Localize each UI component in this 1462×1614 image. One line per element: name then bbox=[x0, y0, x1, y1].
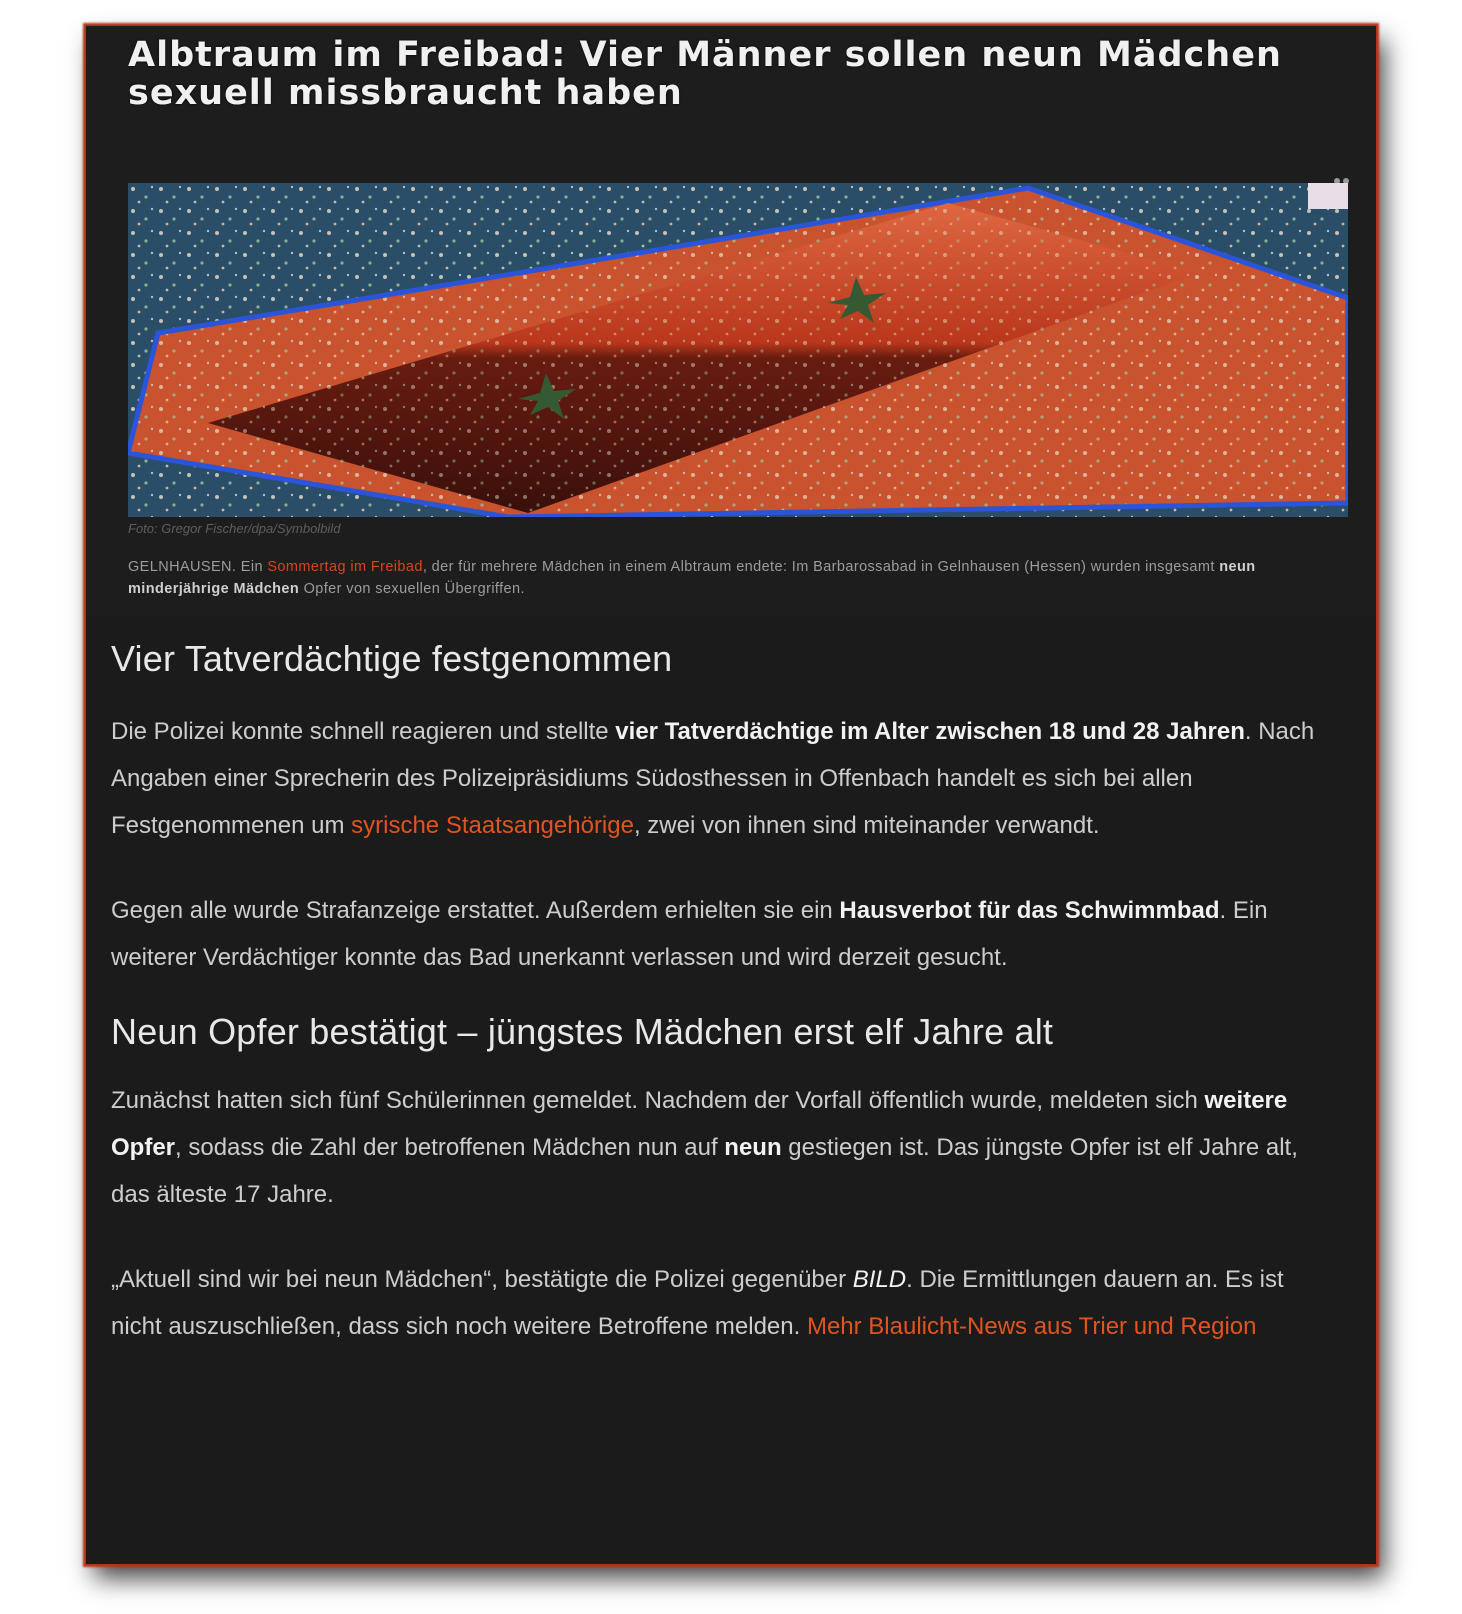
lead-text: GELNHAUSEN. Ein bbox=[128, 559, 268, 575]
paragraph-text: . Nach Angaben einer Sprecherin des Polizeipräsidiums Südosthessen in Offenbach handelt es sich bei allen Festgenommenen um bbox=[111, 718, 1315, 839]
lead-text: Opfer von sexuellen Übergriffen. bbox=[299, 581, 525, 597]
section-heading-tatverdaechtige: Vier Tatverdächtige festgenommen bbox=[111, 638, 673, 679]
paragraph-italic-text: BILD bbox=[852, 1266, 907, 1293]
paragraph-hausverbot bbox=[111, 887, 1341, 981]
article-body bbox=[111, 636, 1341, 1350]
paragraph-text: . Ein weiterer Verdächtiger konnte das Bad unerkannt verlassen und wird derzeit gesucht. bbox=[111, 897, 1268, 971]
paragraph-victims bbox=[111, 1077, 1341, 1218]
paragraph-text: Gegen alle wurde Strafanzeige erstattet. Außerdem erhielten sie ein bbox=[111, 897, 840, 924]
paragraph-bold-text: vier Tatverdächtige im Alter zwischen 18 und 28 Jahren bbox=[615, 718, 1245, 745]
paragraph-text: . Die Ermittlungen dauern an. Es ist nicht auszuschließen, dass sich noch weitere Betroffene melden. bbox=[111, 1266, 1284, 1340]
lead-text: , der für mehrere Mädchen in einem Albtraum endete: Im Barbarossabad in Gelnhausen (Hessen) wurden insgesamt bbox=[422, 559, 1220, 575]
paragraph-text: gestiegen ist. Das jüngste Opfer ist elf Jahre alt, das älteste 17 Jahre. bbox=[111, 1134, 1298, 1208]
article-photo bbox=[128, 183, 1348, 517]
paragraph-bold-text: weitere Opfer bbox=[111, 1087, 1288, 1161]
article-screenshot-frame bbox=[86, 26, 1376, 1564]
paragraph-bold-text: Hausverbot für das Schwimmbad bbox=[839, 897, 1220, 924]
paragraph-text: Zunächst hatten sich fünf Schülerinnen gemeldet. Nachdem der Vorfall öffentlich wurde, meldeten sich bbox=[111, 1087, 1205, 1114]
article-headline: Albtraum im Freibad: Vier Männer sollen neun Mädchen sexuell missbraucht haben bbox=[128, 35, 1282, 113]
section-heading-opfer: Neun Opfer bestätigt – jüngstes Mädchen erst elf Jahre alt bbox=[111, 1011, 1054, 1052]
paragraph-text: Die Polizei konnte schnell reagieren und stellte bbox=[111, 718, 616, 745]
article-header-section bbox=[86, 26, 1376, 616]
paragraph-text: , zwei von ihnen sind miteinander verwandt. bbox=[633, 812, 1100, 839]
article-lead bbox=[128, 556, 1328, 600]
photo-caption: Foto: Gregor Fischer/dpa/Symbolbild bbox=[128, 521, 341, 536]
link-syrische-staatsangehoerige[interactable]: syrische Staatsangehörige bbox=[351, 812, 634, 839]
paragraph-bold-text: neun bbox=[724, 1134, 782, 1161]
paragraph-quote bbox=[111, 1256, 1341, 1350]
paragraph-police bbox=[111, 708, 1341, 849]
link-sommertag[interactable]: Sommertag im Freibad bbox=[267, 559, 423, 575]
paragraph-text: , sodass die Zahl der betroffenen Mädchen nun auf bbox=[175, 1134, 725, 1161]
paragraph-text: „Aktuell sind wir bei neun Mädchen“, bestätigte die Polizei gegenüber bbox=[111, 1266, 853, 1293]
link-blaulicht-news[interactable]: Mehr Blaulicht-News aus Trier und Region bbox=[806, 1313, 1257, 1340]
pool-aerial-image bbox=[128, 183, 1348, 517]
lead-bold-text: neun minderjährige Mädchen bbox=[128, 559, 1256, 597]
